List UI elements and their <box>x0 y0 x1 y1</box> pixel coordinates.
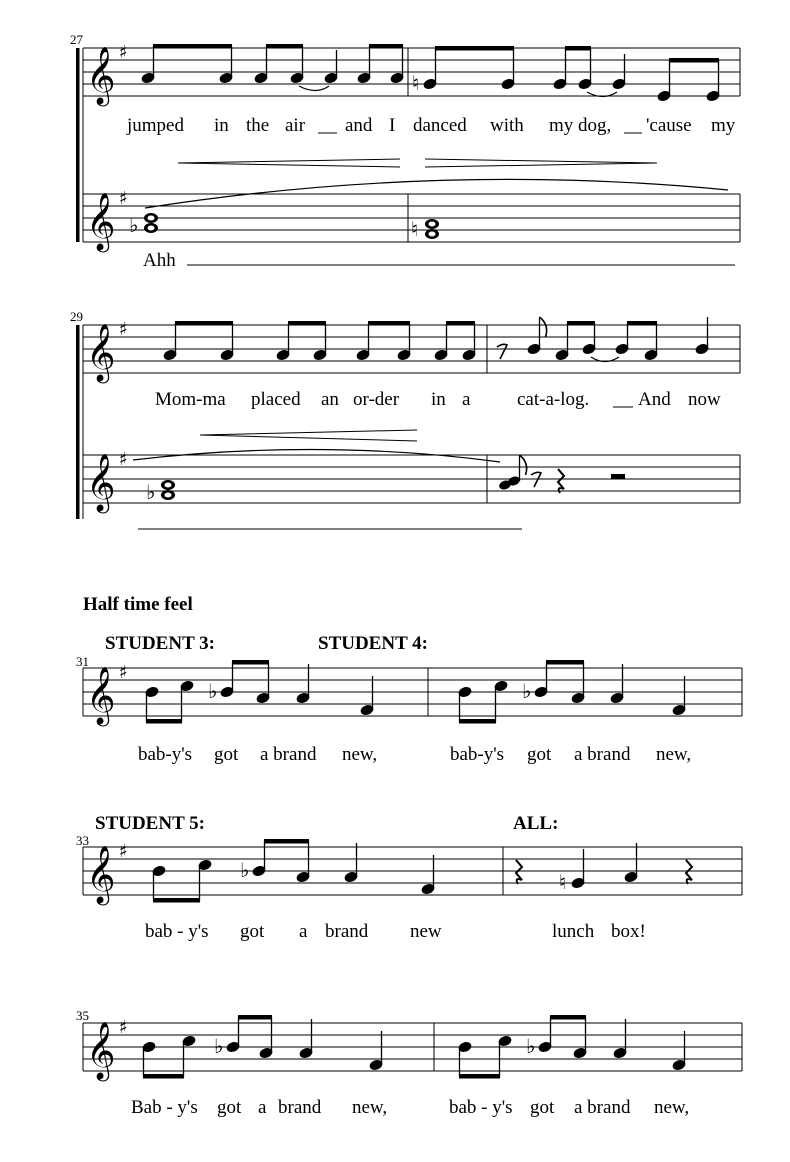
notes-measure-30 <box>497 317 709 362</box>
lyric-ahh: Ahh <box>143 250 176 271</box>
staff-upper <box>83 325 740 373</box>
lyric-syllable: my <box>549 115 574 136</box>
part-label-student-3: STUDENT 3: <box>105 633 215 654</box>
flat-icon: ♭ <box>522 679 532 703</box>
lyric-syllable: now <box>688 389 721 410</box>
system-35 <box>76 1008 742 1118</box>
lyric-syllable: a brand <box>260 744 317 765</box>
lyric-syllable: a <box>462 389 471 410</box>
notes-lower-27-28 <box>129 213 439 241</box>
staff <box>83 847 742 895</box>
treble-clef-icon: 𝄞 <box>86 46 116 104</box>
lyric-syllable: in <box>214 115 229 136</box>
measure-number: 31 <box>76 654 89 669</box>
lyric-syllable: got <box>530 1097 555 1118</box>
lyric-syllable: cat-a-log. <box>517 389 590 410</box>
flat-icon: ♭ <box>208 679 218 703</box>
phrase-slur <box>133 449 500 462</box>
lyric-syllable: with <box>490 115 524 136</box>
lyric-syllable: air <box>285 115 306 136</box>
lyric-syllable: lunch <box>552 921 595 942</box>
lyric-syllable: brand <box>325 921 369 942</box>
part-label-student-4: STUDENT 4: <box>318 633 428 654</box>
lyric-syllable: and <box>345 115 373 136</box>
hairpin-decrescendo <box>200 430 417 441</box>
lyric-syllable: 'cause <box>646 115 692 136</box>
lyric-syllable: bab-y's <box>138 744 193 765</box>
lyric-syllable: box! <box>611 921 646 942</box>
lyric-syllable: bab-y's <box>450 744 505 765</box>
lyric-syllable: danced <box>413 115 467 136</box>
lyrics-system-35 <box>131 1097 689 1118</box>
lyric-syllable: got <box>214 744 239 765</box>
lyric-syllable: my <box>711 115 736 136</box>
system-bracket <box>76 48 80 242</box>
lyrics-system-29 <box>155 389 721 410</box>
hairpin-dynamics <box>178 159 657 167</box>
lyrics-system-27 <box>126 115 736 136</box>
lyric-syllable: Bab - y's <box>131 1097 198 1118</box>
quarter-rest-icon <box>516 860 522 884</box>
lyric-syllable: the <box>246 115 270 136</box>
staff <box>83 1023 742 1071</box>
lyric-syllable: Mom-ma <box>155 389 226 410</box>
treble-clef-icon: 𝄞 <box>86 192 116 250</box>
system-27 <box>70 32 740 271</box>
half-rest-icon <box>611 474 625 479</box>
lyric-syllable: a brand <box>574 1097 631 1118</box>
flat-icon: ♭ <box>146 480 156 504</box>
lyric-syllable: a <box>299 921 308 942</box>
lyric-syllable: in <box>431 389 446 410</box>
measure-number: 35 <box>76 1008 89 1023</box>
key-signature-sharp-icon: ♯ <box>119 449 128 470</box>
lyric-syllable: a brand <box>574 744 631 765</box>
system-33 <box>76 813 742 942</box>
lyrics-system-33 <box>145 921 646 942</box>
flat-icon: ♭ <box>240 858 250 882</box>
system-31 <box>76 633 742 765</box>
measure-number: 29 <box>70 309 83 324</box>
lyric-syllable: new, <box>656 744 692 765</box>
quarter-rest-icon <box>558 469 564 493</box>
lyric-syllable: new, <box>352 1097 388 1118</box>
lyric-syllable: got <box>217 1097 242 1118</box>
part-label-all: ALL: <box>513 813 559 834</box>
treble-clef-icon: 𝄞 <box>86 323 116 381</box>
lyric-syllable: a <box>258 1097 267 1118</box>
lyric-syllable: new, <box>342 744 378 765</box>
key-signature-sharp-icon: ♯ <box>119 319 128 340</box>
lyric-syllable: jumped <box>127 115 184 136</box>
lyric-syllable: bab - y's <box>145 921 209 942</box>
lyric-syllable: brand <box>278 1097 322 1118</box>
key-signature-sharp-icon: ♯ <box>119 841 128 862</box>
flat-icon: ♭ <box>526 1034 536 1058</box>
natural-icon: ♮ <box>412 71 420 95</box>
lyric-syllable: got <box>527 744 552 765</box>
natural-icon: ♮ <box>559 870 567 894</box>
treble-clef-icon: 𝄞 <box>86 845 116 903</box>
key-signature-sharp-icon: ♯ <box>119 1017 128 1038</box>
natural-icon: ♮ <box>411 217 419 241</box>
notes-measure-29 <box>163 321 476 361</box>
system-bracket <box>76 325 80 519</box>
treble-clef-icon: 𝄞 <box>86 666 116 724</box>
lyric-syllable: new <box>410 921 442 942</box>
eighth-rest-icon <box>497 344 507 359</box>
flat-icon: ♭ <box>214 1034 224 1058</box>
treble-clef-icon: 𝄞 <box>86 453 116 511</box>
lyric-syllable: an <box>321 389 339 410</box>
part-label-student-5: STUDENT 5: <box>95 813 205 834</box>
lyric-syllable: I <box>389 115 396 136</box>
system-29 <box>70 309 740 529</box>
lyric-syllable: And <box>638 389 671 410</box>
treble-clef-icon: 𝄞 <box>86 1021 116 1079</box>
key-signature-sharp-icon: ♯ <box>119 662 128 683</box>
lyrics-system-31 <box>138 744 691 765</box>
lyric-syllable: new, <box>654 1097 690 1118</box>
eighth-rest-icon <box>531 472 541 487</box>
key-signature-sharp-icon: ♯ <box>119 42 128 63</box>
lyric-syllable: or-der <box>353 389 400 410</box>
tempo-marking: Half time feel <box>83 594 193 615</box>
measure-number: 33 <box>76 833 89 848</box>
lyric-syllable: placed <box>251 389 301 410</box>
lyric-syllable: bab - y's <box>449 1097 513 1118</box>
staff-lower <box>83 455 740 503</box>
lyric-syllable: got <box>240 921 265 942</box>
flat-icon: ♭ <box>129 213 139 237</box>
key-signature-sharp-icon: ♯ <box>119 188 128 209</box>
quarter-rest-icon <box>686 860 692 884</box>
lyric-syllable: dog, <box>578 115 612 136</box>
measure-number: 27 <box>70 32 83 47</box>
notes-measure-28 <box>412 46 720 102</box>
